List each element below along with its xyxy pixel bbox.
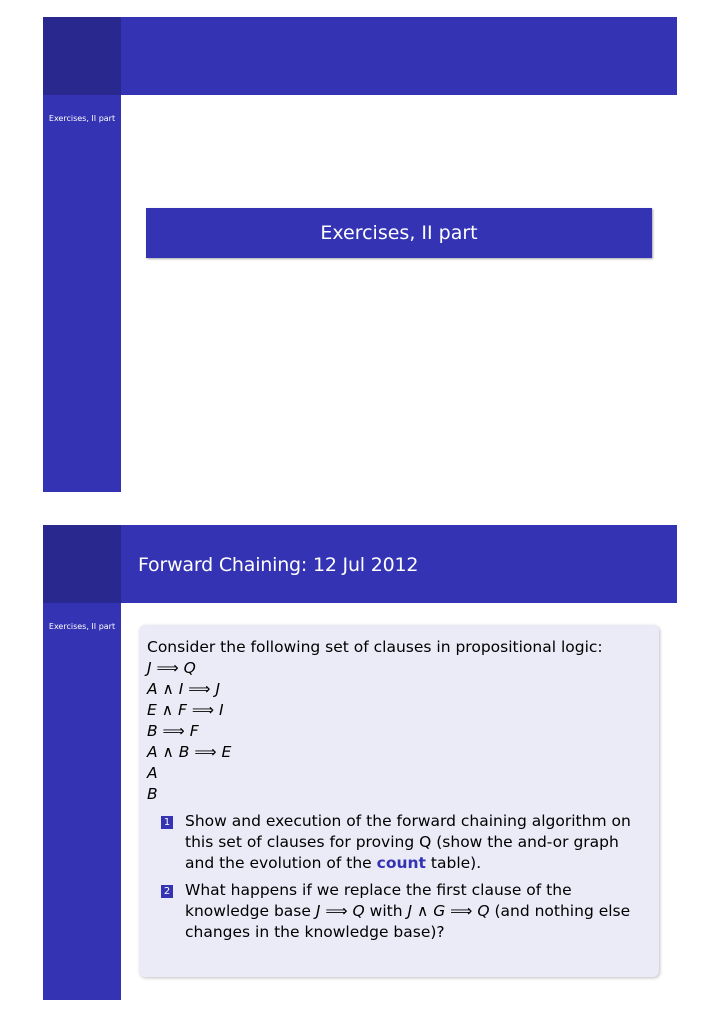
title-slide xyxy=(43,17,677,492)
item-number: 2 xyxy=(161,885,173,898)
clause-line: A xyxy=(147,764,158,782)
sidebar-corner xyxy=(43,525,121,603)
sidebar-title: Exercises, II part xyxy=(48,114,116,123)
question-item xyxy=(147,811,651,874)
sidebar-title: Exercises, II part xyxy=(48,622,116,631)
clause-line: B xyxy=(147,785,158,803)
header-bar xyxy=(121,525,677,603)
exercise-slide xyxy=(43,525,677,1000)
count-keyword: count xyxy=(376,854,426,872)
item-number: 1 xyxy=(161,816,173,829)
clause-new: J ∧ G ⟹ Q xyxy=(407,902,490,920)
item-text: What happens if we replace the first clause of the knowledge base xyxy=(185,881,572,920)
sidebar xyxy=(43,17,121,492)
exercise-block xyxy=(139,625,659,977)
question-list xyxy=(147,811,651,943)
sidebar xyxy=(43,525,121,1000)
slide-title: Exercises, II part xyxy=(320,222,478,244)
sidebar-corner xyxy=(43,17,121,95)
question-item xyxy=(147,880,651,943)
item-text: with xyxy=(369,902,403,920)
frame-title: Forward Chaining: 12 Jul 2012 xyxy=(138,554,419,576)
clause-list xyxy=(147,658,651,805)
clause-line: E ∧ F ⟹ I xyxy=(147,701,224,719)
header-bar xyxy=(121,17,677,95)
clause-old: J ⟹ Q xyxy=(315,902,365,920)
intro-text: Consider the following set of clauses in propositional logic: xyxy=(147,638,603,656)
item-text: (and nothing else changes in the knowledge base)? xyxy=(185,902,631,941)
clause-line: A ∧ B ⟹ E xyxy=(147,743,232,761)
item-text: table). xyxy=(430,854,482,872)
clause-line: B ⟹ F xyxy=(147,722,199,740)
clause-line: A ∧ I ⟹ J xyxy=(147,680,221,698)
clause-line: J ⟹ Q xyxy=(147,659,196,677)
title-box xyxy=(146,208,652,258)
item-text: Show and execution of the forward chaining algorithm on this set of clauses for proving Q (show the and-or graph and the evolution of the xyxy=(185,812,631,872)
